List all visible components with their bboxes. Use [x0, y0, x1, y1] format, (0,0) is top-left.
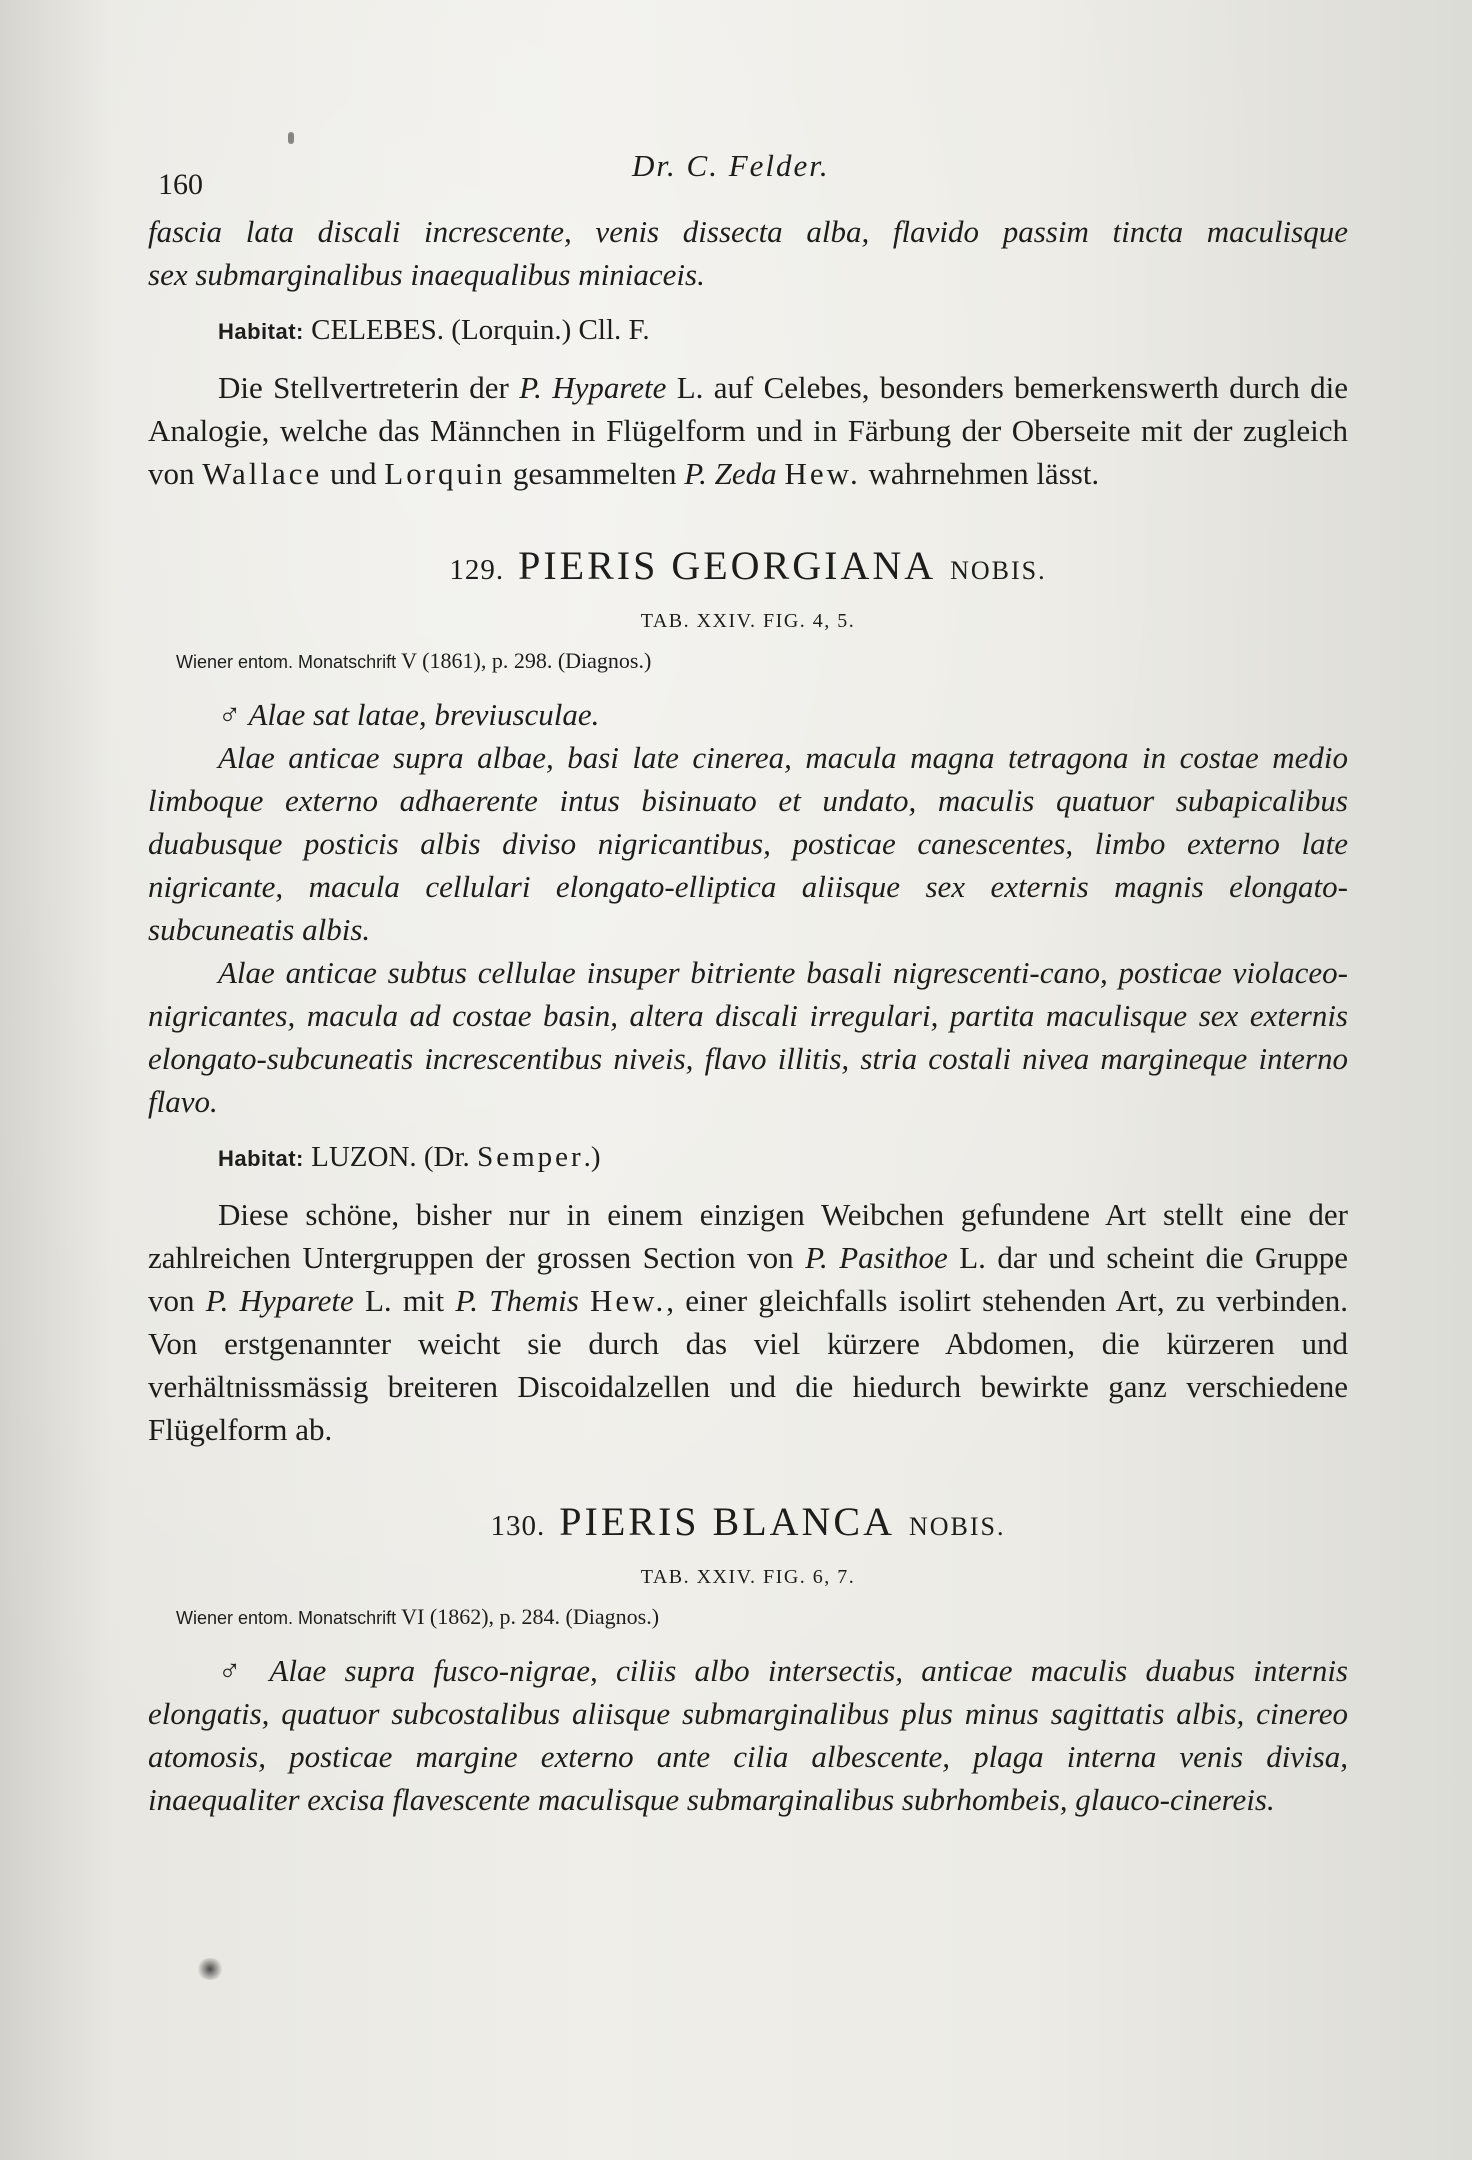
species-number: 130. — [490, 1510, 546, 1542]
text-run: L. mit — [353, 1283, 456, 1318]
species-name: PIERIS GEORGIANA — [518, 543, 937, 588]
description-129-c: Alae anticae subtus cellulae insuper bitriente basali nigrescenti-cano, posticae violaceo-nigricantes, macula ad costae basin, altera discali irregulari, partita maculisque sex externis elongato-subcuneatis increscentibus niveis, flavo illitis, stria costali nivea margineque interno flavo. — [148, 955, 1348, 1119]
habitat-label: Habitat: — [218, 319, 304, 344]
plate-reference-130: TAB. XXIV. FIG. 6, 7. — [640, 1566, 856, 1588]
author-name: Wallace — [202, 456, 323, 491]
page-shadow — [0, 0, 110, 2160]
text-run — [579, 1283, 590, 1318]
citation-130 — [148, 1600, 1348, 1635]
species-number: 129. — [449, 554, 505, 586]
prev-paragraph — [148, 366, 1348, 495]
text-run: und — [322, 456, 385, 491]
author-name: Hew. — [589, 1283, 667, 1318]
species-ref: P. Hyparete — [519, 370, 667, 405]
text-run: wahrnehmen lässt. — [860, 456, 1100, 491]
citation-129 — [148, 644, 1348, 679]
species-ref: P. Themis — [455, 1283, 579, 1318]
citation-detail: VI (1862), p. 284. (Diagnos.) — [396, 1604, 660, 1629]
collector-name: Semper — [477, 1141, 584, 1173]
species-nobis: NOBIS. — [908, 1512, 1006, 1541]
species-name: PIERIS BLANCA — [559, 1499, 895, 1544]
text-run: Die Stellvertreterin der — [218, 370, 520, 405]
text-run: gesammelten — [505, 456, 685, 491]
citation-journal: Wiener entom. Monatschrift — [176, 1608, 397, 1628]
prev-latin-line-1: fascia lata discali increscente, venis dissecta alba, flavido passim tincta maculisque — [148, 214, 1348, 249]
text-run: L. dar und scheint die Gruppe von — [148, 1240, 1348, 1318]
description-129-a: ♂ Alae sat latae, breviusculae. — [218, 697, 600, 732]
prev-latin-line-2: sex submarginalibus inaequalibus miniaceis. — [148, 257, 705, 292]
habitat-129 — [148, 1137, 1348, 1179]
description-130: ♂ Alae supra fusco-nigrae, ciliis albo intersectis, anticae maculis duabus internis elongatis, quatuor subcostalibus aliisque submarginalibus plus minus sagittatis albis, cinereo atomosis, posticae margine externo ante cilia albescente, plaga interna venis divisa, inaequaliter excisa flavescente maculisque submarginalibus subrhombeis, glauco-cinereis. — [148, 1653, 1348, 1817]
page-number: 160 — [158, 168, 203, 201]
habitat-text: CELEBES. (Lorquin.) Cll. F. — [311, 314, 650, 346]
running-head: Dr. C. Felder. — [632, 148, 830, 183]
species-ref: P. Zeda — [684, 456, 777, 491]
ink-smudge — [196, 1958, 224, 1980]
text-run: Diese schöne, bisher nur in einem einzigen Weibchen gefundene Art stellt eine der zahlreichen Untergruppen der grossen Section von — [148, 1197, 1348, 1275]
plate-reference-129: TAB. XXIV. FIG. 4, 5. — [640, 610, 856, 632]
paragraph-129 — [148, 1193, 1348, 1451]
citation-detail: V (1861), p. 298. (Diagnos.) — [396, 648, 652, 673]
text-run: , einer gleichfalls isolirt stehenden Art, zu verbinden. Von erstgenannter weicht sie durch das viel kürzere Abdomen, die kürzeren und verhältnissmässig breiteren Discoidalzellen und die hiedurch bewirkte ganz verschiedene Flügelform ab. — [148, 1283, 1348, 1447]
species-heading-129 — [148, 541, 1348, 596]
species-ref: P. Pasithoe — [805, 1240, 948, 1275]
citation-journal: Wiener entom. Monatschrift — [176, 652, 397, 672]
author-name: Hew. — [784, 456, 861, 491]
species-heading-130 — [148, 1497, 1348, 1552]
page-header — [148, 130, 1348, 210]
text-run: L. auf Celebes, besonders bemerkenswerth durch die Analogie, welche das Männchen in Flügelform und in Färbung der Oberseite mit der zugleich von — [148, 370, 1348, 491]
habitat-label: Habitat: — [218, 1146, 304, 1171]
author-name: Lorquin — [384, 456, 506, 491]
text-column — [148, 130, 1348, 1821]
description-129-b: Alae anticae supra albae, basi late cinerea, macula magna tetragona in costae medio limboque externo adhaerente intus bisinuato et undato, maculis quatuor subapicalibus duabusque posticis albis diviso nigricantibus, posticae canescentes, limbo externo late nigricante, macula cellulari elongato-elliptica aliisque sex externis magnis elongato-subcuneatis albis. — [148, 740, 1348, 947]
habitat-text: LUZON. (Dr. — [311, 1141, 478, 1173]
prev-habitat — [148, 310, 1348, 352]
species-ref: P. Hyparete — [205, 1283, 354, 1318]
species-nobis: NOBIS. — [950, 556, 1047, 585]
habitat-text-end: .) — [583, 1141, 601, 1173]
